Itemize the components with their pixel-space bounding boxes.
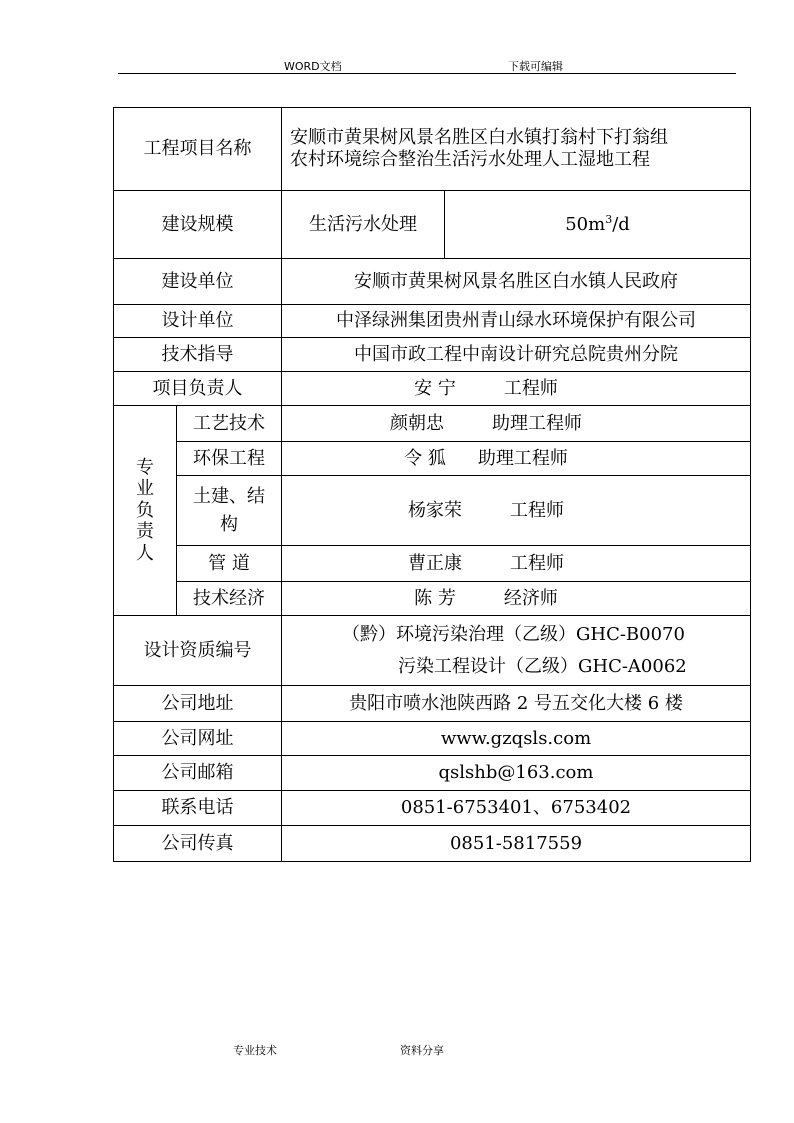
scale-value: 50m [565, 214, 606, 236]
qualification-value [282, 616, 751, 686]
qualification-line1: （黔）环境污染治理（乙级）GHC-B0070 [342, 623, 685, 645]
scale-superscript: 3 [605, 213, 613, 227]
qualification-label: 设计资质编号 [114, 616, 282, 686]
table-row [114, 686, 751, 722]
footer-left-text: 专业技术 [233, 1044, 277, 1057]
specialist-value [282, 406, 751, 442]
scale-value-cell [445, 191, 751, 259]
specialist-value [282, 546, 751, 582]
specialist-name: 陈 芳 [414, 587, 456, 609]
project-name-line1: 安顺市黄果树风景名胜区白水镇打翁村下打翁组 [290, 127, 668, 149]
builder-label: 建设单位 [114, 259, 282, 305]
header-right-text: 下载可编辑 [508, 60, 563, 73]
address-value: 贵阳市喷水池陕西路 2 号五交化大楼 6 楼 [282, 686, 751, 722]
pm-value [282, 372, 751, 406]
pm-title: 工程师 [503, 377, 558, 399]
footer-right-text: 资料分享 [400, 1044, 444, 1057]
scale-unit: /d [612, 214, 630, 236]
qualification-line2: 污染工程设计（乙级）GHC-A0062 [398, 655, 687, 677]
project-name-line2: 农村环境综合整治生活污水处理人工湿地工程 [290, 149, 650, 170]
specialist-value [282, 582, 751, 616]
phone-value: 0851-6753401、6753402 [282, 791, 751, 826]
table-row [114, 338, 751, 372]
table-row [114, 582, 751, 616]
address-label: 公司地址 [114, 686, 282, 722]
pm-name: 安 宁 [414, 377, 456, 399]
table-row [114, 616, 751, 686]
header-divider [118, 73, 736, 74]
specialist-title: 经济师 [503, 587, 558, 609]
specialist-field: 管 道 [177, 546, 282, 582]
project-info-table [113, 107, 751, 862]
table-row [114, 756, 751, 791]
header-left-text: WORD文档 [284, 60, 342, 73]
table-row [114, 546, 751, 582]
specialist-name: 令 狐 [404, 447, 446, 469]
designer-label: 设计单位 [114, 305, 282, 338]
specialist-value [282, 442, 751, 476]
specialist-title: 助理工程师 [477, 447, 568, 469]
specialist-name: 曹正康 [408, 552, 462, 574]
tech-guide-label: 技术指导 [114, 338, 282, 372]
table-row [114, 406, 751, 442]
fax-label: 公司传真 [114, 826, 282, 862]
email-value: qslshb@163.com [282, 756, 751, 791]
specialist-field: 工艺技术 [177, 406, 282, 442]
table-row [114, 476, 751, 546]
table-row [114, 259, 751, 305]
table-row [114, 722, 751, 756]
builder-value: 安顺市黄果树风景名胜区白水镇人民政府 [282, 259, 751, 305]
fax-value: 0851-5817559 [282, 826, 751, 862]
table-row [114, 108, 751, 191]
specialist-field: 土建、结 构 [177, 476, 282, 546]
specialist-value [282, 476, 751, 546]
specialist-title: 工程师 [510, 499, 564, 521]
website-value: www.gzqsls.com [282, 722, 751, 756]
specialist-title: 助理工程师 [492, 412, 582, 434]
project-name-label: 工程项目名称 [114, 108, 282, 191]
scale-label: 建设规模 [114, 191, 282, 259]
specialist-field: 环保工程 [177, 442, 282, 476]
specialist-title: 工程师 [510, 552, 564, 574]
table-row [114, 442, 751, 476]
table-row [114, 372, 751, 406]
table-row [114, 191, 751, 259]
specialist-label: 专 业 负 责 人 [114, 406, 177, 616]
table-row [114, 791, 751, 826]
specialist-name: 颜朝忠 [390, 412, 444, 434]
scale-type: 生活污水处理 [282, 191, 445, 259]
website-label: 公司网址 [114, 722, 282, 756]
phone-label: 联系电话 [114, 791, 282, 826]
pm-label: 项目负责人 [114, 372, 282, 406]
tech-guide-value: 中国市政工程中南设计研究总院贵州分院 [282, 338, 751, 372]
specialist-name: 杨家荣 [408, 499, 462, 521]
designer-value: 中泽绿洲集团贵州青山绿水环境保护有限公司 [282, 305, 751, 338]
email-label: 公司邮箱 [114, 756, 282, 791]
table-row [114, 826, 751, 862]
project-name-value [282, 108, 751, 191]
table-row [114, 305, 751, 338]
specialist-field: 技术经济 [177, 582, 282, 616]
